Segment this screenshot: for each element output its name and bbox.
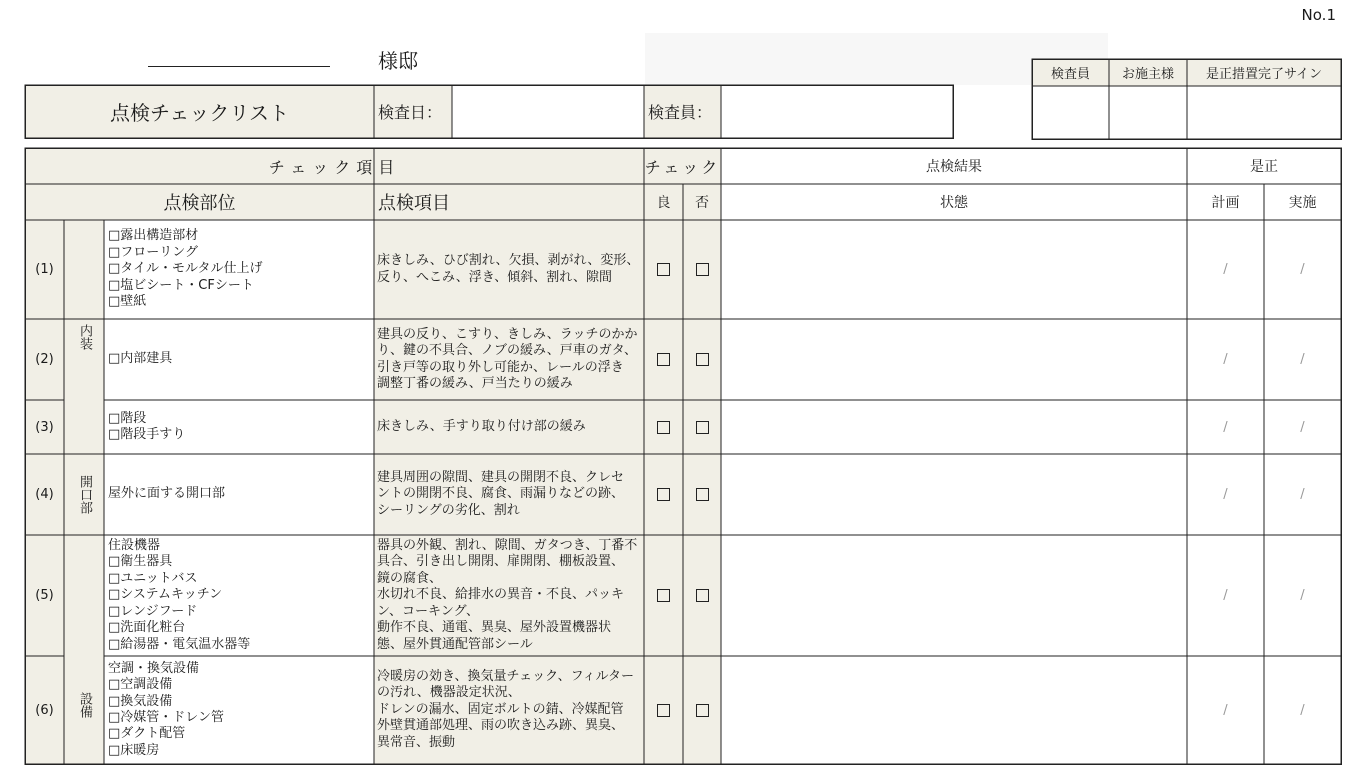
check-header: チェック (644, 148, 721, 184)
done-slash: / (1300, 487, 1305, 502)
item-header: 点検項目 (374, 184, 644, 220)
row-number-label: (2) (35, 352, 54, 367)
row-number-label: (5) (35, 588, 54, 603)
sama-label: 様邸 (378, 49, 418, 73)
inspection-item-line: ントの開閉不良、腐食、雨漏りなどの跡、 (377, 486, 625, 502)
inspection-item-line: 調整丁番の緩み、戸当たりの緩み (377, 375, 573, 391)
row-number-label: (1) (35, 262, 54, 277)
part-item: 空調・換気設備 (108, 660, 200, 676)
inspection-item-line: 態、屋外貫通配管部シール (377, 636, 533, 652)
part-item[interactable]: □衛生器具 (108, 554, 173, 570)
inspector-label: 検査員： (644, 85, 721, 138)
done-header: 実施 (1264, 184, 1341, 220)
inspection-item-line: 動作不良、通電、異臭、屋外設置機器状 (377, 620, 612, 636)
category-opening-label: 開口部 (77, 475, 92, 514)
plan-slash: / (1223, 702, 1228, 718)
part-item[interactable]: □ダクト配管 (108, 726, 186, 742)
status-header: 状態 (721, 184, 1187, 220)
part-item: 屋外に面する開口部 (108, 486, 226, 502)
inspection-item-line: 器具の外観、割れ、隙間、ガタつき、丁番不 (377, 538, 638, 554)
inspection-item-line: 建具の反り、こすり、きしみ、ラッチのかか (377, 326, 638, 342)
location-header: 点検部位 (25, 184, 374, 220)
sign-owner-label: お施主様 (1109, 59, 1187, 86)
part-item[interactable]: □階段 (108, 410, 147, 426)
part-item: 住設機器 (108, 538, 161, 554)
inspection-item-line: 引き戸等の取り外し可能か、レールの浮き (377, 359, 624, 375)
part-item[interactable]: □冷媒管・ドレン管 (108, 710, 224, 725)
inspection-item-line: 外壁貫通部処理、雨の吹き込み跡、異臭、 (377, 718, 625, 734)
part-item[interactable]: □床暖房 (108, 742, 160, 758)
part-item[interactable]: □換気設備 (108, 693, 173, 709)
part-item[interactable]: □タイル・モルタル仕上げ (108, 261, 263, 277)
sign-inspector-label: 検査員 (1032, 59, 1109, 86)
part-item[interactable]: □壁紙 (108, 294, 147, 310)
done-slash: / (1300, 262, 1305, 277)
correction-header: 是正 (1187, 148, 1341, 184)
inspection-item-line: 床きしみ、手すり取り付け部の緩み (377, 418, 586, 434)
category-equipment-label: 設備 (77, 691, 92, 718)
row-number-label: (6) (35, 702, 54, 718)
plan-slash: / (1223, 419, 1228, 435)
good-header: 良 (644, 184, 683, 220)
page-number: No.1 (1301, 6, 1336, 24)
inspection-item-line: ドレンの漏水、固定ボルトの錆、冷媒配管 (377, 701, 624, 717)
inspection-item-line: 水切れ不良、給排水の異音・不良、パッキ (377, 587, 625, 603)
check-items-header: チェック項目 (25, 148, 644, 184)
plan-slash: / (1223, 588, 1228, 603)
inspection-item-line: り、鍵の不具合、ノブの緩み、戸車のガタ、 (377, 343, 638, 359)
part-item[interactable]: □ユニットバス (108, 570, 198, 586)
plan-slash: / (1223, 262, 1228, 277)
part-item[interactable]: □給湯器・電気温水器等 (108, 636, 251, 652)
part-item[interactable]: □塩ビシート・CFシート (108, 277, 254, 293)
done-slash: / (1300, 352, 1305, 367)
plan-header: 計画 (1187, 184, 1264, 220)
checklist-title: 点検チェックリスト (25, 85, 374, 138)
inspection-item-line: の汚れ、機器設定状況、 (377, 685, 521, 701)
inspection-item-line: 反り、へこみ、浮き、傾斜、割れ、隙間 (377, 269, 613, 285)
plan-slash: / (1223, 352, 1228, 367)
inspection-item-line: 具合、引き出し開閉、扉開閉、棚板設置、 (377, 554, 625, 570)
part-item[interactable]: □空調設備 (108, 677, 173, 693)
plan-slash: / (1223, 487, 1228, 502)
part-item[interactable]: □露出構造部材 (108, 228, 199, 244)
inspection-item-line: 冷暖房の効き、換気量チェック、フィルター (377, 668, 635, 684)
row-number-label: (3) (35, 419, 54, 435)
inspection-item-line: シーリングの劣化、割れ (377, 502, 520, 518)
bad-header: 否 (683, 184, 721, 220)
done-slash: / (1300, 702, 1305, 718)
inspection-item-line: ン、コーキング、 (377, 603, 480, 619)
inspection-date-label: 検査日： (374, 85, 452, 138)
category-interior-label: 内装 (77, 324, 92, 350)
part-item[interactable]: □階段手すり (108, 427, 186, 442)
inspection-item-line: 異常音、振動 (377, 734, 456, 750)
part-item[interactable]: □システムキッチン (108, 587, 223, 603)
part-item[interactable]: □洗面化粧台 (108, 620, 186, 636)
inspection-item-line: 床きしみ、ひび割れ、欠損、剥がれ、変形、 (377, 253, 640, 269)
sign-correction-label: 是正措置完了サイン (1187, 59, 1341, 86)
inspection-item-line: 建具周囲の隙間、建具の開閉不良、クレセ (377, 469, 625, 485)
part-item[interactable]: □フローリング (108, 244, 199, 260)
row-number-label: (4) (35, 487, 54, 502)
done-slash: / (1300, 588, 1305, 603)
part-item[interactable]: □レンジフード (108, 603, 198, 619)
result-header: 点検結果 (721, 148, 1187, 184)
done-slash: / (1300, 419, 1305, 435)
part-item[interactable]: □内部建具 (108, 351, 173, 367)
inspection-item-line: 鏡の腐食、 (377, 570, 443, 586)
